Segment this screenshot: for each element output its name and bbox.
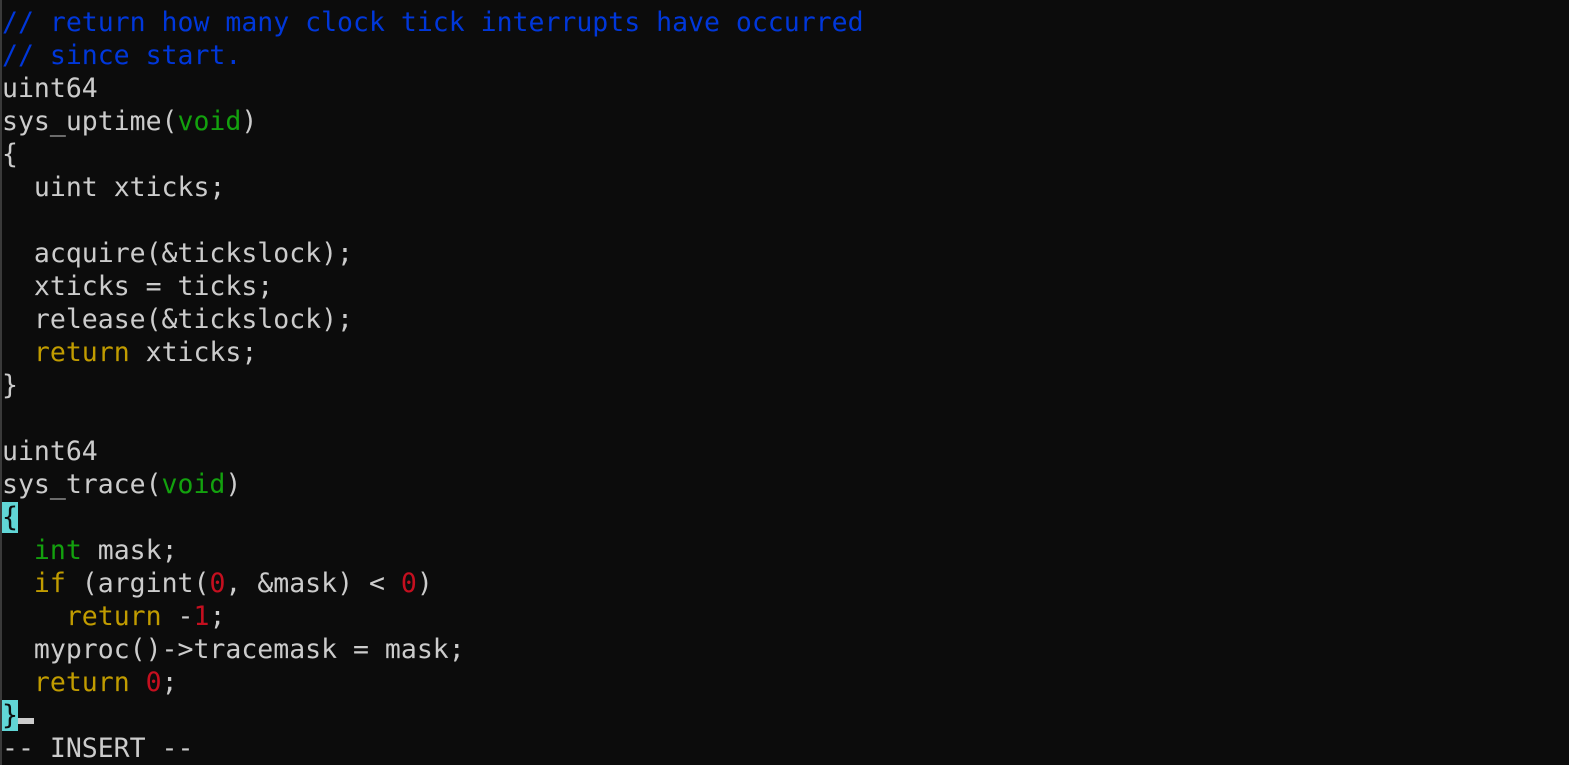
code-line-14: [2, 435, 1562, 468]
minus-sign: -: [161, 601, 194, 632]
matched-brace-open: {: [2, 502, 18, 533]
return-value: xticks;: [129, 337, 258, 368]
code-line-5: [2, 138, 1562, 171]
code-line-4: [2, 105, 1562, 138]
code-line-6: [2, 171, 1562, 204]
vim-mode-indicator: -- INSERT --: [2, 733, 194, 764]
brace-open: {: [2, 139, 18, 170]
code-line-9: [2, 270, 1562, 303]
acquire-call: acquire(&tickslock);: [33, 238, 354, 269]
param-type: void: [161, 469, 226, 500]
return-type: uint64: [2, 436, 98, 467]
space: [130, 667, 146, 698]
paren-close: ): [416, 568, 433, 599]
keyword-return: return: [33, 667, 130, 698]
matched-brace-close: }: [2, 700, 18, 731]
code-line-15: [2, 468, 1562, 501]
var-declaration: uint xticks;: [33, 172, 226, 203]
code-line-18: [2, 567, 1562, 600]
assign-statement: myproc()->tracemask = mask;: [33, 634, 465, 665]
code-comment: // return how many clock tick interrupts have occurred: [2, 7, 864, 38]
code-line-11: [2, 336, 1562, 369]
code-line-12: [2, 369, 1562, 402]
assign-statement: xticks = ticks;: [33, 271, 274, 302]
paren-close: ): [241, 106, 258, 137]
function-name: sys_trace(: [2, 469, 162, 500]
keyword-return: return: [65, 601, 162, 632]
code-line-10: [2, 303, 1562, 336]
vim-editor-buffer[interactable]: [2, 6, 1562, 732]
number-literal: 0: [400, 568, 417, 599]
semicolon: ;: [209, 601, 226, 632]
paren-close: ): [225, 469, 242, 500]
code-line-8: [2, 237, 1562, 270]
if-condition: (argint(: [65, 568, 210, 599]
number-literal: 1: [193, 601, 210, 632]
code-line-7: [2, 204, 1562, 237]
code-line-17: [2, 534, 1562, 567]
release-call: release(&tickslock);: [33, 304, 354, 335]
var-declaration: mask;: [81, 535, 178, 566]
code-line-3: [2, 72, 1562, 105]
function-name: sys_uptime(: [2, 106, 178, 137]
code-line-2: [2, 39, 1562, 72]
return-type: uint64: [2, 73, 98, 104]
keyword-int: int: [33, 535, 82, 566]
code-line-21: [2, 666, 1562, 699]
code-comment: // since start.: [2, 40, 242, 71]
code-line-19: [2, 600, 1562, 633]
code-line-1: [2, 6, 1562, 39]
keyword-return: return: [33, 337, 130, 368]
if-condition: , &mask) <: [225, 568, 401, 599]
code-line-13: [2, 402, 1562, 435]
code-line-16: [2, 501, 1562, 534]
keyword-if: if: [33, 568, 66, 599]
number-literal: 0: [209, 568, 226, 599]
param-type: void: [177, 106, 242, 137]
brace-close: }: [2, 370, 18, 401]
text-cursor[interactable]: [18, 718, 34, 724]
code-line-22: [2, 699, 1562, 732]
semicolon: ;: [161, 667, 178, 698]
number-literal: 0: [145, 667, 162, 698]
code-line-20: [2, 633, 1562, 666]
